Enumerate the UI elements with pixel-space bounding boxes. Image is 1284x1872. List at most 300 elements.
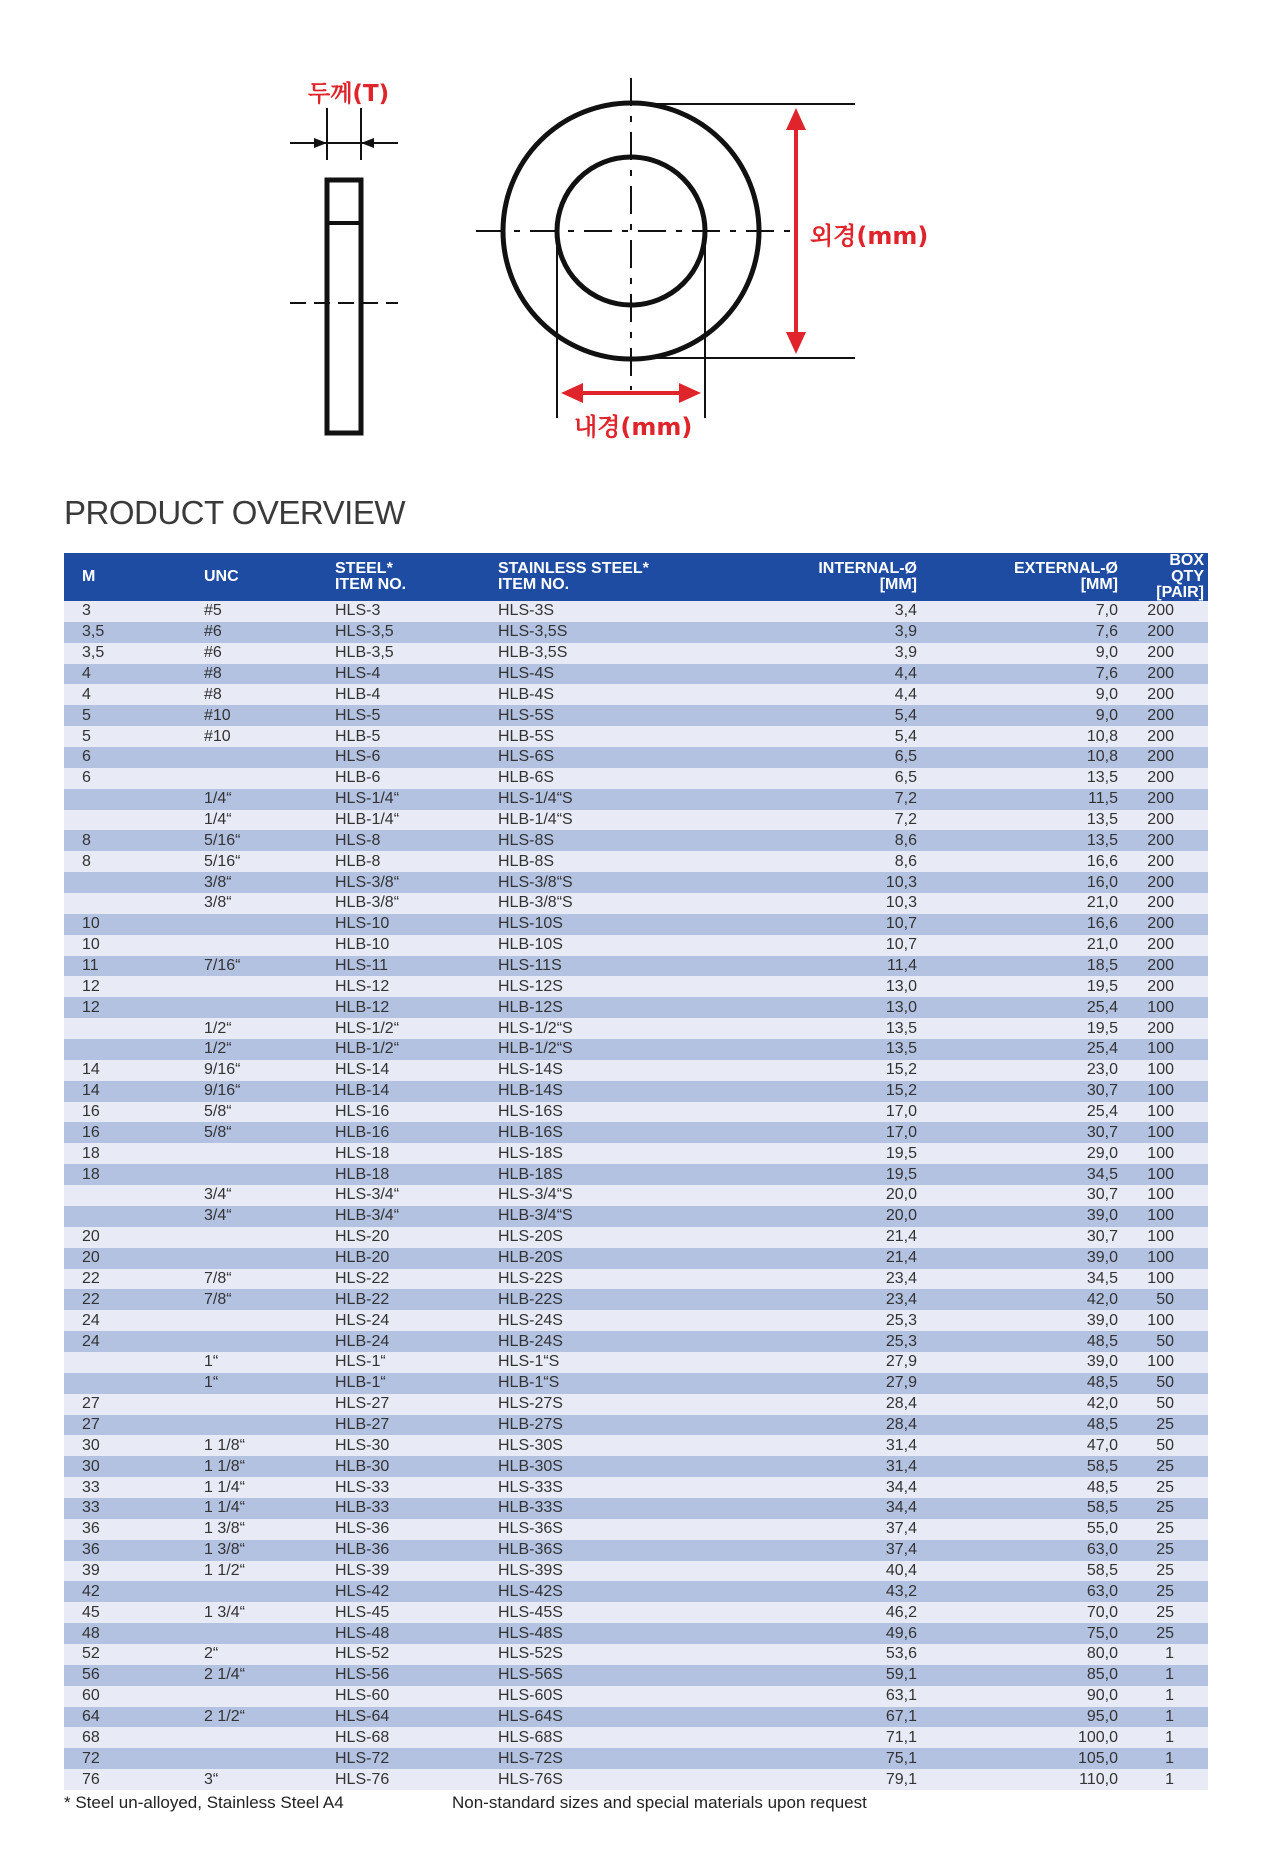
table-row [64,789,1208,810]
cell-stainless-item: HLS-11S [490,956,690,977]
cell-unc: 3/8“ [196,872,327,893]
table-row [64,1519,1208,1540]
table-row [64,601,1208,622]
cell-box-qty: 1 [1126,1748,1208,1769]
cell-steel-item: HLS-16 [327,1102,490,1123]
cell-unc: 9/16“ [196,1060,327,1081]
cell-unc [196,747,327,768]
cell-box-qty: 100 [1126,997,1208,1018]
cell-external-dia: 63,0 [925,1540,1126,1561]
cell-internal-dia: 71,1 [690,1727,925,1748]
cell-external-dia: 25,4 [925,1039,1126,1060]
cell-internal-dia: 75,1 [690,1748,925,1769]
col-header-m: M [64,553,196,601]
cell-unc: 1 3/8“ [196,1519,327,1540]
cell-external-dia: 58,5 [925,1456,1126,1477]
cell-internal-dia: 5,4 [690,705,925,726]
cell-internal-dia: 31,4 [690,1435,925,1456]
cell-unc: 7/8“ [196,1289,327,1310]
cell-unc [196,1727,327,1748]
cell-box-qty: 25 [1126,1519,1208,1540]
cell-internal-dia: 21,4 [690,1248,925,1269]
cell-steel-item: HLS-52 [327,1644,490,1665]
cell-internal-dia: 15,2 [690,1060,925,1081]
cell-m: 36 [64,1540,196,1561]
cell-external-dia: 55,0 [925,1519,1126,1540]
cell-internal-dia: 3,4 [690,601,925,622]
cell-internal-dia: 34,4 [690,1477,925,1498]
cell-box-qty: 100 [1126,1352,1208,1373]
cell-steel-item: HLB-18 [327,1164,490,1185]
cell-external-dia: 90,0 [925,1686,1126,1707]
cell-external-dia: 30,7 [925,1227,1126,1248]
cell-box-qty: 1 [1126,1686,1208,1707]
cell-steel-item: HLB-36 [327,1540,490,1561]
cell-m: 11 [64,956,196,977]
cell-box-qty: 200 [1126,935,1208,956]
cell-m [64,789,196,810]
table-row [64,1686,1208,1707]
cell-box-qty: 200 [1126,851,1208,872]
cell-stainless-item: HLB-24S [490,1331,690,1352]
cell-m: 30 [64,1456,196,1477]
cell-stainless-item: HLS-68S [490,1727,690,1748]
cell-box-qty: 50 [1126,1289,1208,1310]
cell-stainless-item: HLS-4S [490,664,690,685]
cell-external-dia: 34,5 [925,1164,1126,1185]
cell-internal-dia: 49,6 [690,1623,925,1644]
cell-m: 33 [64,1477,196,1498]
cell-m [64,1373,196,1394]
cell-box-qty: 1 [1126,1644,1208,1665]
cell-box-qty: 200 [1126,1018,1208,1039]
table-row [64,1623,1208,1644]
cell-internal-dia: 34,4 [690,1498,925,1519]
cell-steel-item: HLS-33 [327,1477,490,1498]
cell-internal-dia: 10,7 [690,914,925,935]
cell-m: 68 [64,1727,196,1748]
cell-stainless-item: HLB-33S [490,1498,690,1519]
cell-external-dia: 10,8 [925,747,1126,768]
cell-stainless-item: HLS-42S [490,1581,690,1602]
table-row [64,976,1208,997]
cell-box-qty: 100 [1126,1227,1208,1248]
cell-stainless-item: HLS-24S [490,1310,690,1331]
cell-stainless-item: HLB-12S [490,997,690,1018]
cell-internal-dia: 15,2 [690,1081,925,1102]
cell-unc: 1/4“ [196,789,327,810]
col-header-external: EXTERNAL-Ø [MM] [925,553,1126,601]
cell-steel-item: HLB-14 [327,1081,490,1102]
cell-external-dia: 19,5 [925,976,1126,997]
thickness-label: 두께(T) [308,81,390,107]
cell-steel-item: HLB-1“ [327,1373,490,1394]
table-row [64,1415,1208,1436]
cell-stainless-item: HLS-36S [490,1519,690,1540]
cell-steel-item: HLS-11 [327,956,490,977]
cell-external-dia: 48,5 [925,1477,1126,1498]
cell-steel-item: HLS-14 [327,1060,490,1081]
cell-internal-dia: 31,4 [690,1456,925,1477]
cell-unc: #10 [196,705,327,726]
cell-stainless-item: HLS-6S [490,747,690,768]
cell-box-qty: 200 [1126,976,1208,997]
cell-internal-dia: 25,3 [690,1331,925,1352]
cell-steel-item: HLS-3 [327,601,490,622]
cell-unc: 1 1/8“ [196,1435,327,1456]
cell-steel-item: HLS-56 [327,1665,490,1686]
cell-m [64,872,196,893]
cell-stainless-item: HLS-52S [490,1644,690,1665]
cell-unc: 1 1/2“ [196,1561,327,1582]
cell-unc: 5/16“ [196,830,327,851]
cell-m: 18 [64,1164,196,1185]
cell-external-dia: 13,5 [925,768,1126,789]
cell-steel-item: HLB-5 [327,726,490,747]
cell-external-dia: 23,0 [925,1060,1126,1081]
page-title: PRODUCT OVERVIEW [64,494,405,531]
cell-external-dia: 16,6 [925,851,1126,872]
table-row [64,1769,1208,1790]
cell-external-dia: 9,0 [925,643,1126,664]
cell-stainless-item: HLS-60S [490,1686,690,1707]
cell-steel-item: HLB-27 [327,1415,490,1436]
table-row [64,935,1208,956]
cell-stainless-item: HLS-14S [490,1060,690,1081]
cell-external-dia: 63,0 [925,1581,1126,1602]
cell-box-qty: 100 [1126,1143,1208,1164]
table-row [64,664,1208,685]
cell-external-dia: 16,6 [925,914,1126,935]
col-header-internal: INTERNAL-Ø [MM] [690,553,925,601]
cell-m: 22 [64,1269,196,1290]
cell-stainless-item: HLS-1“S [490,1352,690,1373]
cell-internal-dia: 20,0 [690,1185,925,1206]
cell-internal-dia: 27,9 [690,1352,925,1373]
cell-steel-item: HLS-45 [327,1602,490,1623]
cell-unc [196,1310,327,1331]
cell-internal-dia: 20,0 [690,1206,925,1227]
cell-external-dia: 21,0 [925,935,1126,956]
cell-internal-dia: 27,9 [690,1373,925,1394]
cell-internal-dia: 21,4 [690,1227,925,1248]
cell-box-qty: 25 [1126,1477,1208,1498]
cell-unc: 2“ [196,1644,327,1665]
cell-m: 10 [64,935,196,956]
cell-stainless-item: HLB-3/8“S [490,893,690,914]
table-row [64,851,1208,872]
cell-stainless-item: HLB-36S [490,1540,690,1561]
cell-unc: #6 [196,622,327,643]
cell-box-qty: 200 [1126,768,1208,789]
cell-steel-item: HLB-4 [327,684,490,705]
cell-m [64,1185,196,1206]
cell-external-dia: 47,0 [925,1435,1126,1456]
cell-steel-item: HLB-3/8“ [327,893,490,914]
cell-stainless-item: HLB-27S [490,1415,690,1436]
cell-stainless-item: HLS-20S [490,1227,690,1248]
cell-m: 3,5 [64,643,196,664]
cell-steel-item: HLS-1/4“ [327,789,490,810]
cell-external-dia: 48,5 [925,1415,1126,1436]
cell-external-dia: 95,0 [925,1707,1126,1728]
cell-box-qty: 25 [1126,1602,1208,1623]
cell-m: 4 [64,684,196,705]
table-row [64,1018,1208,1039]
cell-unc: 2 1/4“ [196,1665,327,1686]
cell-stainless-item: HLS-8S [490,830,690,851]
cell-steel-item: HLS-3/8“ [327,872,490,893]
cell-steel-item: HLS-3/4“ [327,1185,490,1206]
cell-internal-dia: 8,6 [690,851,925,872]
cell-stainless-item: HLB-1/2“S [490,1039,690,1060]
table-row [64,1143,1208,1164]
cell-steel-item: HLS-20 [327,1227,490,1248]
cell-unc [196,1415,327,1436]
table-row [64,1310,1208,1331]
cell-stainless-item: HLS-18S [490,1143,690,1164]
cell-stainless-item: HLS-16S [490,1102,690,1123]
cell-stainless-item: HLB-1“S [490,1373,690,1394]
cell-unc: #8 [196,664,327,685]
table-row [64,1665,1208,1686]
cell-stainless-item: HLS-48S [490,1623,690,1644]
inner-diameter-label: 내경(mm) [574,413,693,441]
cell-stainless-item: HLS-1/2“S [490,1018,690,1039]
cell-steel-item: HLS-42 [327,1581,490,1602]
table-row [64,1039,1208,1060]
cell-unc: 1/4“ [196,810,327,831]
cell-stainless-item: HLB-20S [490,1248,690,1269]
cell-unc [196,1581,327,1602]
cell-unc: 1 3/8“ [196,1540,327,1561]
cell-external-dia: 105,0 [925,1748,1126,1769]
cell-box-qty: 100 [1126,1206,1208,1227]
cell-unc [196,1623,327,1644]
cell-steel-item: HLS-22 [327,1269,490,1290]
table-row [64,1248,1208,1269]
cell-box-qty: 1 [1126,1707,1208,1728]
cell-steel-item: HLS-39 [327,1561,490,1582]
cell-stainless-item: HLS-39S [490,1561,690,1582]
cell-box-qty: 200 [1126,893,1208,914]
table-row [64,1561,1208,1582]
cell-box-qty: 25 [1126,1456,1208,1477]
cell-external-dia: 13,5 [925,810,1126,831]
cell-box-qty: 200 [1126,914,1208,935]
cell-unc [196,1686,327,1707]
cell-m: 12 [64,976,196,997]
cell-steel-item: HLB-30 [327,1456,490,1477]
table-row [64,1602,1208,1623]
cell-internal-dia: 37,4 [690,1519,925,1540]
cell-internal-dia: 23,4 [690,1289,925,1310]
cell-box-qty: 25 [1126,1498,1208,1519]
cell-external-dia: 75,0 [925,1623,1126,1644]
table-row [64,1081,1208,1102]
cell-external-dia: 39,0 [925,1352,1126,1373]
cell-external-dia: 19,5 [925,1018,1126,1039]
cell-external-dia: 58,5 [925,1561,1126,1582]
outer-diameter-label: 외경(mm) [810,222,929,250]
cell-unc [196,997,327,1018]
cell-stainless-item: HLB-18S [490,1164,690,1185]
table-row [64,1185,1208,1206]
cell-steel-item: HLB-12 [327,997,490,1018]
cell-m: 14 [64,1081,196,1102]
cell-unc: #5 [196,601,327,622]
cell-stainless-item: HLB-6S [490,768,690,789]
cell-internal-dia: 6,5 [690,747,925,768]
cell-stainless-item: HLB-3,5S [490,643,690,664]
cell-external-dia: 39,0 [925,1310,1126,1331]
cell-m: 10 [64,914,196,935]
cell-unc: 2 1/2“ [196,1707,327,1728]
cell-unc [196,1748,327,1769]
cell-unc: 7/8“ [196,1269,327,1290]
cell-internal-dia: 63,1 [690,1686,925,1707]
cell-stainless-item: HLB-8S [490,851,690,872]
cell-steel-item: HLS-76 [327,1769,490,1790]
cell-steel-item: HLS-36 [327,1519,490,1540]
cell-steel-item: HLS-48 [327,1623,490,1644]
cell-m: 22 [64,1289,196,1310]
table-row [64,1331,1208,1352]
cell-external-dia: 9,0 [925,705,1126,726]
cell-steel-item: HLS-12 [327,976,490,997]
table-row [64,1269,1208,1290]
table-row [64,643,1208,664]
table-row [64,893,1208,914]
cell-steel-item: HLB-1/4“ [327,810,490,831]
cell-stainless-item: HLB-5S [490,726,690,747]
cell-external-dia: 7,6 [925,622,1126,643]
cell-steel-item: HLB-24 [327,1331,490,1352]
cell-m: 30 [64,1435,196,1456]
cell-external-dia: 110,0 [925,1769,1126,1790]
table-row [64,1206,1208,1227]
cell-m: 6 [64,747,196,768]
cell-external-dia: 42,0 [925,1394,1126,1415]
table-row [64,1498,1208,1519]
cell-box-qty: 50 [1126,1331,1208,1352]
cell-m: 39 [64,1561,196,1582]
table-row [64,1435,1208,1456]
cell-internal-dia: 23,4 [690,1269,925,1290]
cell-unc: 3/8“ [196,893,327,914]
cell-m: 33 [64,1498,196,1519]
cell-unc: 3/4“ [196,1206,327,1227]
cell-box-qty: 200 [1126,664,1208,685]
cell-m: 72 [64,1748,196,1769]
cell-external-dia: 85,0 [925,1665,1126,1686]
cell-m: 52 [64,1644,196,1665]
col-header-unc: UNC [196,553,327,601]
cell-unc: 1“ [196,1352,327,1373]
cell-box-qty: 1 [1126,1727,1208,1748]
cell-box-qty: 1 [1126,1665,1208,1686]
cell-unc: #6 [196,643,327,664]
cell-internal-dia: 19,5 [690,1143,925,1164]
cell-unc [196,935,327,956]
col-header-stainless: STAINLESS STEEL* ITEM NO. [490,553,690,601]
cell-steel-item: HLS-8 [327,830,490,851]
cell-steel-item: HLS-5 [327,705,490,726]
cell-unc: 1 1/4“ [196,1498,327,1519]
cell-box-qty: 100 [1126,1039,1208,1060]
table-row [64,1394,1208,1415]
cell-box-qty: 200 [1126,830,1208,851]
cell-external-dia: 58,5 [925,1498,1126,1519]
cell-internal-dia: 6,5 [690,768,925,789]
cell-box-qty: 200 [1126,601,1208,622]
cell-internal-dia: 4,4 [690,664,925,685]
cell-m [64,1018,196,1039]
cell-box-qty: 100 [1126,1060,1208,1081]
cell-unc [196,1394,327,1415]
cell-stainless-item: HLS-3,5S [490,622,690,643]
cell-unc: 1“ [196,1373,327,1394]
cell-m [64,1206,196,1227]
cell-internal-dia: 7,2 [690,789,925,810]
cell-steel-item: HLB-22 [327,1289,490,1310]
cell-stainless-item: HLS-1/4“S [490,789,690,810]
cell-m [64,810,196,831]
cell-stainless-item: HLS-72S [490,1748,690,1769]
cell-internal-dia: 53,6 [690,1644,925,1665]
cell-steel-item: HLB-16 [327,1122,490,1143]
table-row [64,684,1208,705]
cell-box-qty: 25 [1126,1561,1208,1582]
cell-box-qty: 25 [1126,1623,1208,1644]
cell-internal-dia: 10,3 [690,872,925,893]
table-row [64,1644,1208,1665]
cell-external-dia: 9,0 [925,684,1126,705]
product-table [64,553,1208,1790]
cell-steel-item: HLS-24 [327,1310,490,1331]
cell-m: 14 [64,1060,196,1081]
cell-stainless-item: HLS-5S [490,705,690,726]
table-row [64,914,1208,935]
cell-box-qty: 1 [1126,1769,1208,1790]
cell-steel-item: HLB-6 [327,768,490,789]
cell-stainless-item: HLB-3/4“S [490,1206,690,1227]
cell-external-dia: 48,5 [925,1373,1126,1394]
cell-steel-item: HLS-72 [327,1748,490,1769]
cell-steel-item: HLS-6 [327,747,490,768]
table-row [64,1581,1208,1602]
cell-m: 56 [64,1665,196,1686]
table-row [64,1477,1208,1498]
cell-internal-dia: 25,3 [690,1310,925,1331]
cell-steel-item: HLS-30 [327,1435,490,1456]
cell-external-dia: 30,7 [925,1081,1126,1102]
cell-steel-item: HLB-10 [327,935,490,956]
cell-box-qty: 100 [1126,1310,1208,1331]
cell-steel-item: HLB-20 [327,1248,490,1269]
cell-unc [196,1331,327,1352]
cell-steel-item: HLS-68 [327,1727,490,1748]
cell-internal-dia: 4,4 [690,684,925,705]
cell-internal-dia: 40,4 [690,1561,925,1582]
table-row [64,1456,1208,1477]
table-row [64,1352,1208,1373]
cell-stainless-item: HLS-3S [490,601,690,622]
cell-external-dia: 34,5 [925,1269,1126,1290]
cell-stainless-item: HLS-45S [490,1602,690,1623]
cell-internal-dia: 28,4 [690,1415,925,1436]
cell-internal-dia: 10,3 [690,893,925,914]
